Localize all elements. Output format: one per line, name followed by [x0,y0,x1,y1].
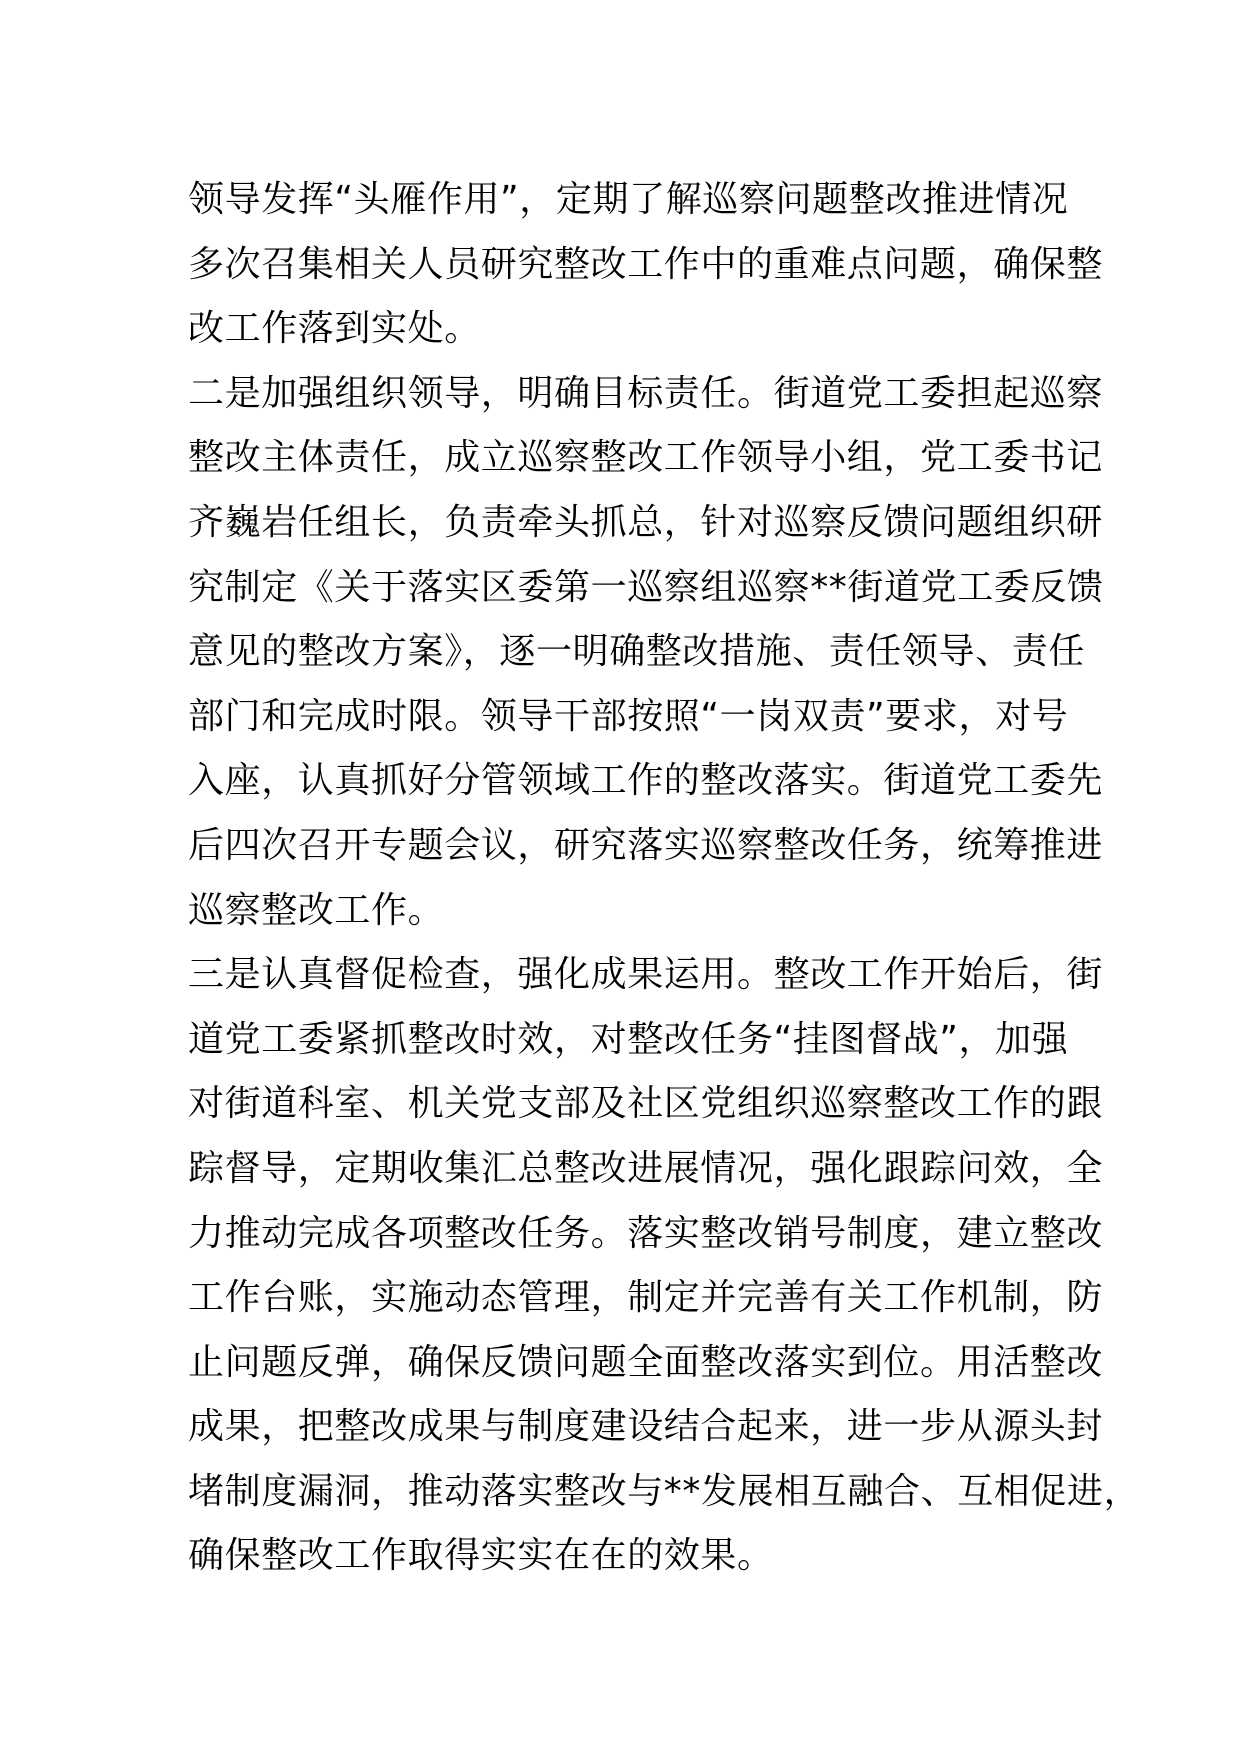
text-line: 成果，把整改成果与制度建设结合起来，进一步从源头封 [188,1406,1104,1448]
text-line: 领导发挥“头雁作用”，定期了解巡察问题整改推进情况 [188,179,1069,220]
text-line: 究制定《关于落实区委第一巡察组巡察**街道党工委反馈 [188,566,1104,608]
document-body [188,168,1141,1589]
text-line: 后四次召开专题会议，研究落实巡察整改任务，统筹推进 [188,824,1104,866]
text-line: 对街道科室、机关党支部及社区党组织巡察整改工作的跟 [188,1083,1104,1125]
text-line: 意见的整改方案》，逐一明确整改措施、责任领导、责任 [188,631,1086,673]
text-line: 齐巍岩任组长，负责牵头抓总，针对巡察反馈问题组织研 [188,501,1104,543]
text-line: 整改主体责任，成立巡察整改工作领导小组，党工委书记 [188,437,1104,479]
text-line: 止问题反弹，确保反馈问题全面整改落实到位。用活整改 [188,1341,1104,1383]
text-line: 三是认真督促检查，强化成果运用。整改工作开始后，街 [188,954,1104,996]
text-line: 巡察整改工作。 [188,889,445,931]
text-line: 道党工委紧抓整改时效，对整改任务“挂图督战”，加强 [188,1018,1069,1060]
text-line: 确保整改工作取得实实在在的效果。 [188,1535,774,1577]
text-line: 改工作落到实处。 [188,308,481,350]
text-line: 入座，认真抓好分管领域工作的整改落实。街道党工委先 [188,760,1104,802]
text-line: 堵制度漏洞，推动落实整改与**发展相互融合、互相促进， [188,1470,1141,1512]
text-line: 力推动完成各项整改任务。落实整改销号制度，建立整改 [188,1212,1104,1254]
text-line: 二是加强组织领导，明确目标责任。街道党工委担起巡察 [188,372,1104,414]
text-line: 工作台账，实施动态管理，制定并完善有关工作机制，防 [188,1277,1104,1319]
text-line: 踪督导，定期收集汇总整改进展情况，强化跟踪问效，全 [188,1147,1104,1189]
text-line: 多次召集相关人员研究整改工作中的重难点问题，确保整 [188,243,1104,285]
text-line: 部门和完成时限。领导干部按照“一岗双责”要求，对号 [188,695,1069,737]
